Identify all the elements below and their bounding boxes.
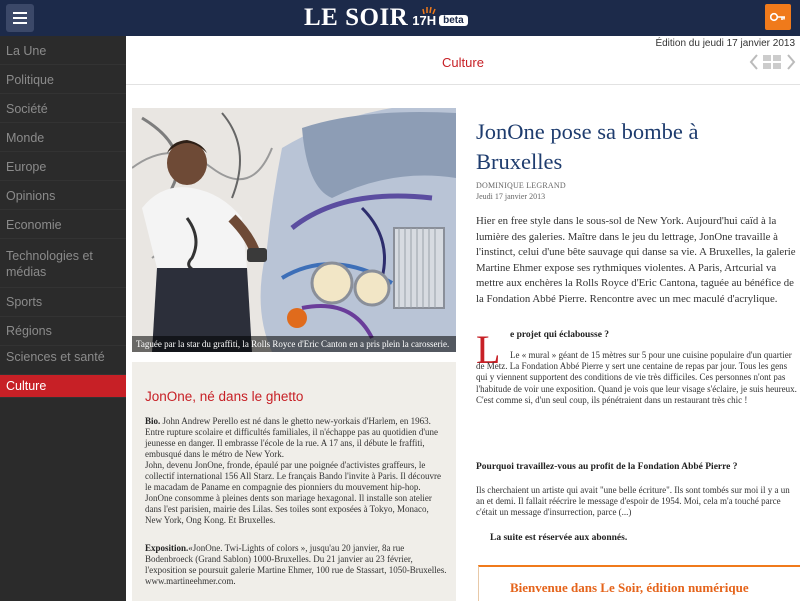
bio-paragraph-1: John Andrew Perello est né dans le ghetto new-yorkais d'Harlem, en 1963. Entre rupture scolaire et difficultés familiales, il n'échappe pas au quotidien d'une jeunesse en danger. Il embrasse l'école de la rue. A 17 ans, il débute le fraffiti, embusqué dans le métro de New York. [145, 416, 438, 459]
hamburger-icon[interactable] [6, 4, 34, 32]
bio-title: JonOne, né dans le ghetto [145, 389, 304, 404]
rays-icon [422, 7, 436, 15]
bio-paragraph-2: John, devenu JonOne, fronde, épaulé par une poignée d'activistes graffeurs, le collectif international 156 All Starz. Le français Bando l'invite à Paris. Il découvre le macadam de Paname en compagnie des pionniers du mouvement hip-hop. JonOne consomme à pleines dents son mariage hexagonal. Il installe son atelier dans l'est parisien, mairie des Lilas. Ses toiles sont exposées à Tokyo, Monaco, New York, Ong Kong. Et Bruxelles. [145, 460, 442, 525]
sidebar-item-opinions[interactable]: Opinions [0, 181, 126, 210]
dropcap: L [476, 327, 501, 372]
logo[interactable] [304, 5, 468, 31]
question-2: Pourquoi travaillez-vous au profit de la Fondation Abbé Pierre ? [476, 462, 738, 472]
welcome-box [478, 565, 800, 601]
subscribers-notice: La suite est réservée aux abonnés. [490, 533, 628, 543]
section-title: Culture [442, 55, 484, 70]
sidebar-item-societe[interactable]: Société [0, 94, 126, 123]
answer-1: Le « mural » géant de 15 mètres sur 5 pour une cuisine populaire d'un quartier de Metz. La Fondation Abbé Pierre y sert une centaine de repas par jour. Tous les gens qui y viennent supportent des conditions de vie très difficiles. Ces personnes n'ont pas l'habitude de voir une exposition. Quand je vois que leur visage s'éclaire, je suis heureux. C'est comme si, d'un seul coup, ils pénétraient dans un restaurant très chic ! [476, 350, 797, 405]
edition-date: Édition du jeudi 17 janvier 2013 [655, 38, 795, 49]
logo-text: LE SOIR [304, 4, 409, 31]
sidebar-item-regions[interactable]: Régions [0, 317, 126, 346]
sidebar-item-sports[interactable]: Sports [0, 288, 126, 317]
grid-icon[interactable] [763, 55, 781, 69]
answer-2: Ils cherchaient un artiste qui avait "une belle écriture". Ils sont tombés sur moi il y a un an et demi. Il fallait réécrire le message d'espoir de 1954. Moi, cela m'a touché parce c'était un message d'insurrection, parce (...) [476, 485, 790, 518]
exposition-text [145, 543, 447, 587]
photo-caption: Taguée par la star du graffiti, la Rolls Royce d'Eric Canton en a pris plein la carosserie. [132, 336, 456, 352]
divider [126, 84, 800, 85]
beta-badge: beta [439, 15, 468, 26]
sidebar-item-sciences-et-sante[interactable]: Sciences et santé [0, 346, 126, 375]
logo-edition: 17H [412, 13, 436, 28]
sidebar-item-economie[interactable]: Economie [0, 210, 126, 239]
article-date: Jeudi 17 janvier 2013 [476, 192, 546, 201]
chevron-left-icon[interactable] [751, 55, 757, 69]
sidebar-item-culture[interactable]: Culture [0, 375, 126, 398]
top-bar [0, 0, 800, 36]
exposition-label: Exposition. [145, 543, 189, 553]
sidebar-item-monde[interactable]: Monde [0, 123, 126, 152]
question-1: e projet qui éclabousse ? [510, 330, 610, 340]
exposition-details: «JonOne. Twi-Lights of colors », jusqu'au 20 janvier, 8a rue Bodenbroeck (Grand Sablon) 1000-Bruxelles. Du 21 janvier au 23 février, l'exposition se poursuit galerie Martine Ehmer, 100 rue de Stassart, 1050-Bruxelles. www.martineehmer.com. [145, 543, 447, 586]
chevron-right-icon[interactable] [788, 55, 794, 69]
sidebar-item-technologies-et-medias[interactable]: Technologies et médias [0, 239, 126, 288]
sidebar-item-europe[interactable]: Europe [0, 152, 126, 181]
key-icon[interactable] [765, 4, 791, 30]
sidebar-item-politique[interactable]: Politique [0, 65, 126, 94]
bio-box [132, 362, 456, 601]
sidebar [0, 36, 126, 601]
bio-label: Bio. [145, 416, 161, 426]
article-title: JonOne pose sa bombe à Bruxelles [476, 119, 699, 174]
welcome-text: Bienvenue dans Le Soir, édition numérique [510, 580, 749, 595]
bio-text [145, 416, 447, 526]
sidebar-item-la-une[interactable]: La Une [0, 36, 126, 65]
article-photo[interactable] [132, 108, 456, 352]
article-author[interactable]: DOMINIQUE LEGRAND [476, 181, 566, 190]
article-navigation [748, 52, 798, 72]
article-lead: Hier en free style dans le sous-sol de New York. Aujourd'hui caïd à la lumière des galeries. Maître dans le jeu du lettrage, JonOne travaille à l'instinct, celui d'une bête sauvage qui danse sa vie. A Bruxelles, la galerie Martine Ehmer expose ses rythmiques violentes. A Paris, Artcurial va mettre aux enchères la Rolls Royce d'Eric Cantona, taguée au bénéfice de la Fondation Abbé Pierre. Rencontre avec un mec maculé d'acrylique. [476, 215, 796, 305]
